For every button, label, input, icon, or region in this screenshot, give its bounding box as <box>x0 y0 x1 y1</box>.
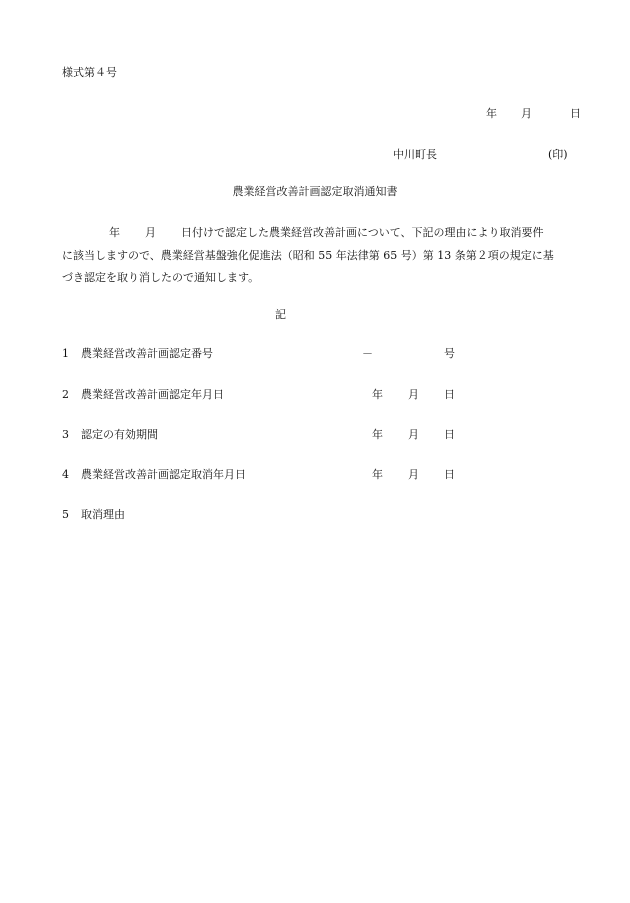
ki-heading: 記 <box>275 308 286 321</box>
body-year: 年 <box>109 226 120 239</box>
header-date-month: 月 <box>521 107 532 120</box>
form-number: 様式第４号 <box>62 66 117 79</box>
body-line-3: づき認定を取り消したので通知します。 <box>62 271 260 284</box>
item-number: 2 <box>62 388 69 401</box>
item-label: 農業経営改善計画認定取消年月日 <box>81 468 246 481</box>
body-line-1-text: 日付けで認定した農業経営改善計画について、下記の理由により取消要件 <box>181 226 544 239</box>
header-date-year: 年 <box>486 107 497 120</box>
issuer-name: 中川町長 <box>393 148 437 161</box>
item-day: 日 <box>444 428 455 441</box>
item-suffix: 号 <box>444 347 455 360</box>
item-day: 日 <box>444 468 455 481</box>
item-year: 年 <box>372 388 383 401</box>
item-dash: － <box>362 347 373 360</box>
item-number: 1 <box>62 347 69 360</box>
item-year: 年 <box>372 468 383 481</box>
seal-mark: (印) <box>548 148 568 161</box>
item-month: 月 <box>408 388 419 401</box>
body-month: 月 <box>145 226 156 239</box>
body-line-2: に該当しますので、農業経営基盤強化促進法（昭和 55 年法律第 65 号）第 13 条第２項の規定に基 <box>62 249 554 262</box>
item-number: 5 <box>62 508 69 521</box>
item-year: 年 <box>372 428 383 441</box>
item-number: 3 <box>62 428 69 441</box>
item-label: 取消理由 <box>81 508 125 521</box>
item-label: 農業経営改善計画認定年月日 <box>81 388 224 401</box>
item-month: 月 <box>408 468 419 481</box>
item-label: 農業経営改善計画認定番号 <box>81 347 213 360</box>
item-number: 4 <box>62 468 69 481</box>
item-day: 日 <box>444 388 455 401</box>
header-date-day: 日 <box>570 107 581 120</box>
item-label: 認定の有効期間 <box>81 428 158 441</box>
document-title: 農業経営改善計画認定取消通知書 <box>232 185 398 198</box>
item-month: 月 <box>408 428 419 441</box>
